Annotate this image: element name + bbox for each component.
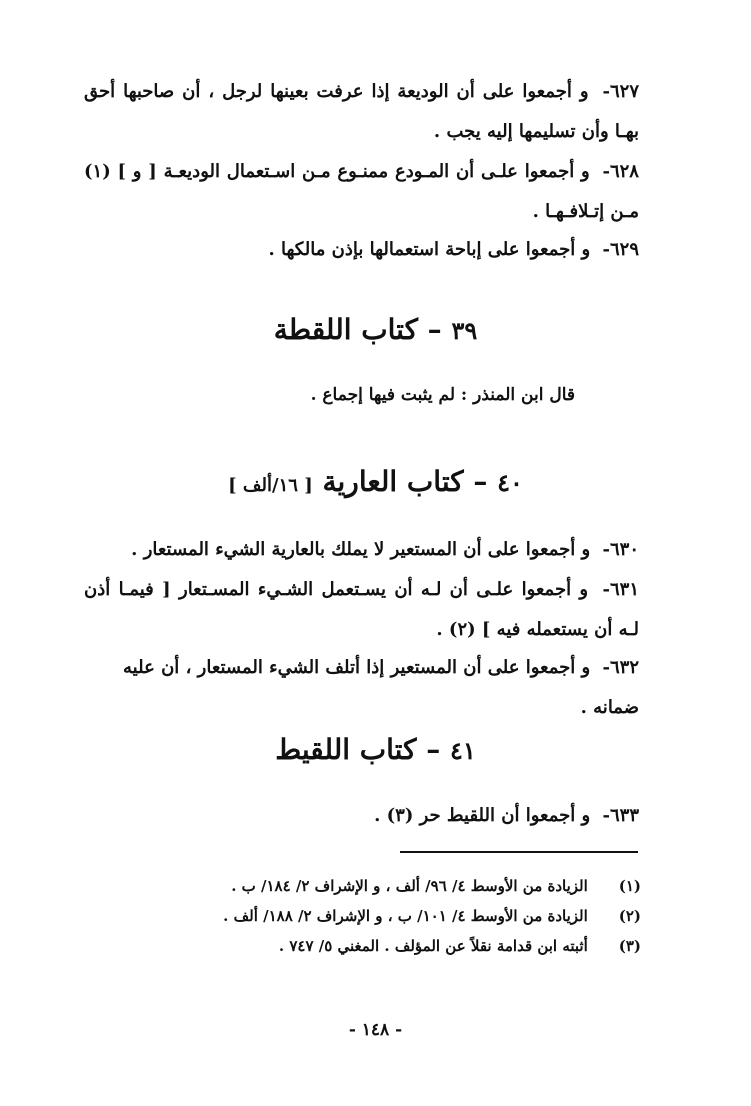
item-number: ٦٣٢- xyxy=(602,657,639,678)
consensus-item-631 xyxy=(84,570,639,650)
consensus-item-629 xyxy=(84,230,639,270)
item-text: و أجمعوا على أن المستعير إذا أتلف الشيء المستعار ، أن عليه ضمانه . xyxy=(123,657,639,718)
item-number: ٦٢٨- xyxy=(602,161,639,182)
footnote-number: (٣) xyxy=(618,937,641,955)
page-number: - ١٤٨ - xyxy=(348,1020,403,1040)
item-text: و أجمعوا على أن المستعير لا يملك بالعارية الشيء المستعار . xyxy=(131,539,591,560)
chapter-heading-41: ٤١ – كتاب اللقيط xyxy=(275,733,476,766)
author-note: قال ابن المنذر : لم يثبت فيها إجماع . xyxy=(310,385,575,405)
chapter-title: كتاب اللقطة xyxy=(273,313,418,346)
chapter-number: ٤١ xyxy=(449,736,476,765)
consensus-item-632 xyxy=(84,648,639,728)
chapter-heading-40: ٤٠ – كتاب العارية [ ١٦/ألف ] xyxy=(228,465,523,498)
footnote-text: الزيادة من الأوسط ٤/ ١٠١/ ب ، و الإشراف ٢/ ١٨٨/ ألف . xyxy=(223,907,588,925)
footnote-separator xyxy=(400,851,638,853)
chapter-title: كتاب اللقيط xyxy=(275,733,417,766)
consensus-item-627 xyxy=(84,72,639,152)
chapter-title: كتاب العارية xyxy=(322,465,464,498)
footnote-number: (١) xyxy=(618,877,641,895)
consensus-item-628 xyxy=(84,152,639,232)
chapter-number: ٣٩ xyxy=(451,316,478,345)
item-text: و أجمعوا على أن الوديعة إذا عرفت بعينها لرجل ، أن صاحبها أحق بهـا وأن تسليمها إليه يجب . xyxy=(84,81,639,142)
chapter-heading-39: ٣٩ – كتاب اللقطة xyxy=(273,313,478,346)
item-text: و أجمعوا علـى أن لـه أن يسـتعمل الشـيء المسـتعار [ فيمـا أذن لـه أن يستعمله فيه ] (٢) . xyxy=(84,579,639,640)
footnote-3 xyxy=(279,932,641,960)
footnote-1 xyxy=(231,872,641,900)
manuscript-folio-ref: [ ١٦/ألف ] xyxy=(228,475,313,496)
item-number: ٦٣١- xyxy=(602,579,639,600)
footnote-text: الزيادة من الأوسط ٤/ ٩٦/ ألف ، و الإشراف ٢/ ١٨٤/ ب . xyxy=(231,877,588,895)
consensus-item-633 xyxy=(84,796,639,836)
item-number: ٦٣٣- xyxy=(602,805,639,826)
footnote-text: أثبته ابن قدامة نقلاً عن المؤلف . المغني ٥/ ٧٤٧ . xyxy=(278,937,588,955)
item-number: ٦٢٧- xyxy=(602,81,639,102)
consensus-item-630 xyxy=(84,530,639,570)
footnote-2 xyxy=(223,902,641,930)
footnote-number: (٢) xyxy=(618,907,641,925)
chapter-number: ٤٠ xyxy=(497,468,523,497)
item-text: و أجمعوا على إباحة استعمالها بإذن مالكها . xyxy=(268,239,591,260)
item-text: و أجمعوا أن اللقيط حر (٣) . xyxy=(374,805,591,826)
item-text: و أجمعوا علـى أن المـودع ممنـوع مـن اسـتعمال الوديعـة [ و ] (١) مـن إتـلافـهـا . xyxy=(84,161,639,222)
item-number: ٦٢٩- xyxy=(602,239,639,260)
item-number: ٦٣٠- xyxy=(602,539,639,560)
